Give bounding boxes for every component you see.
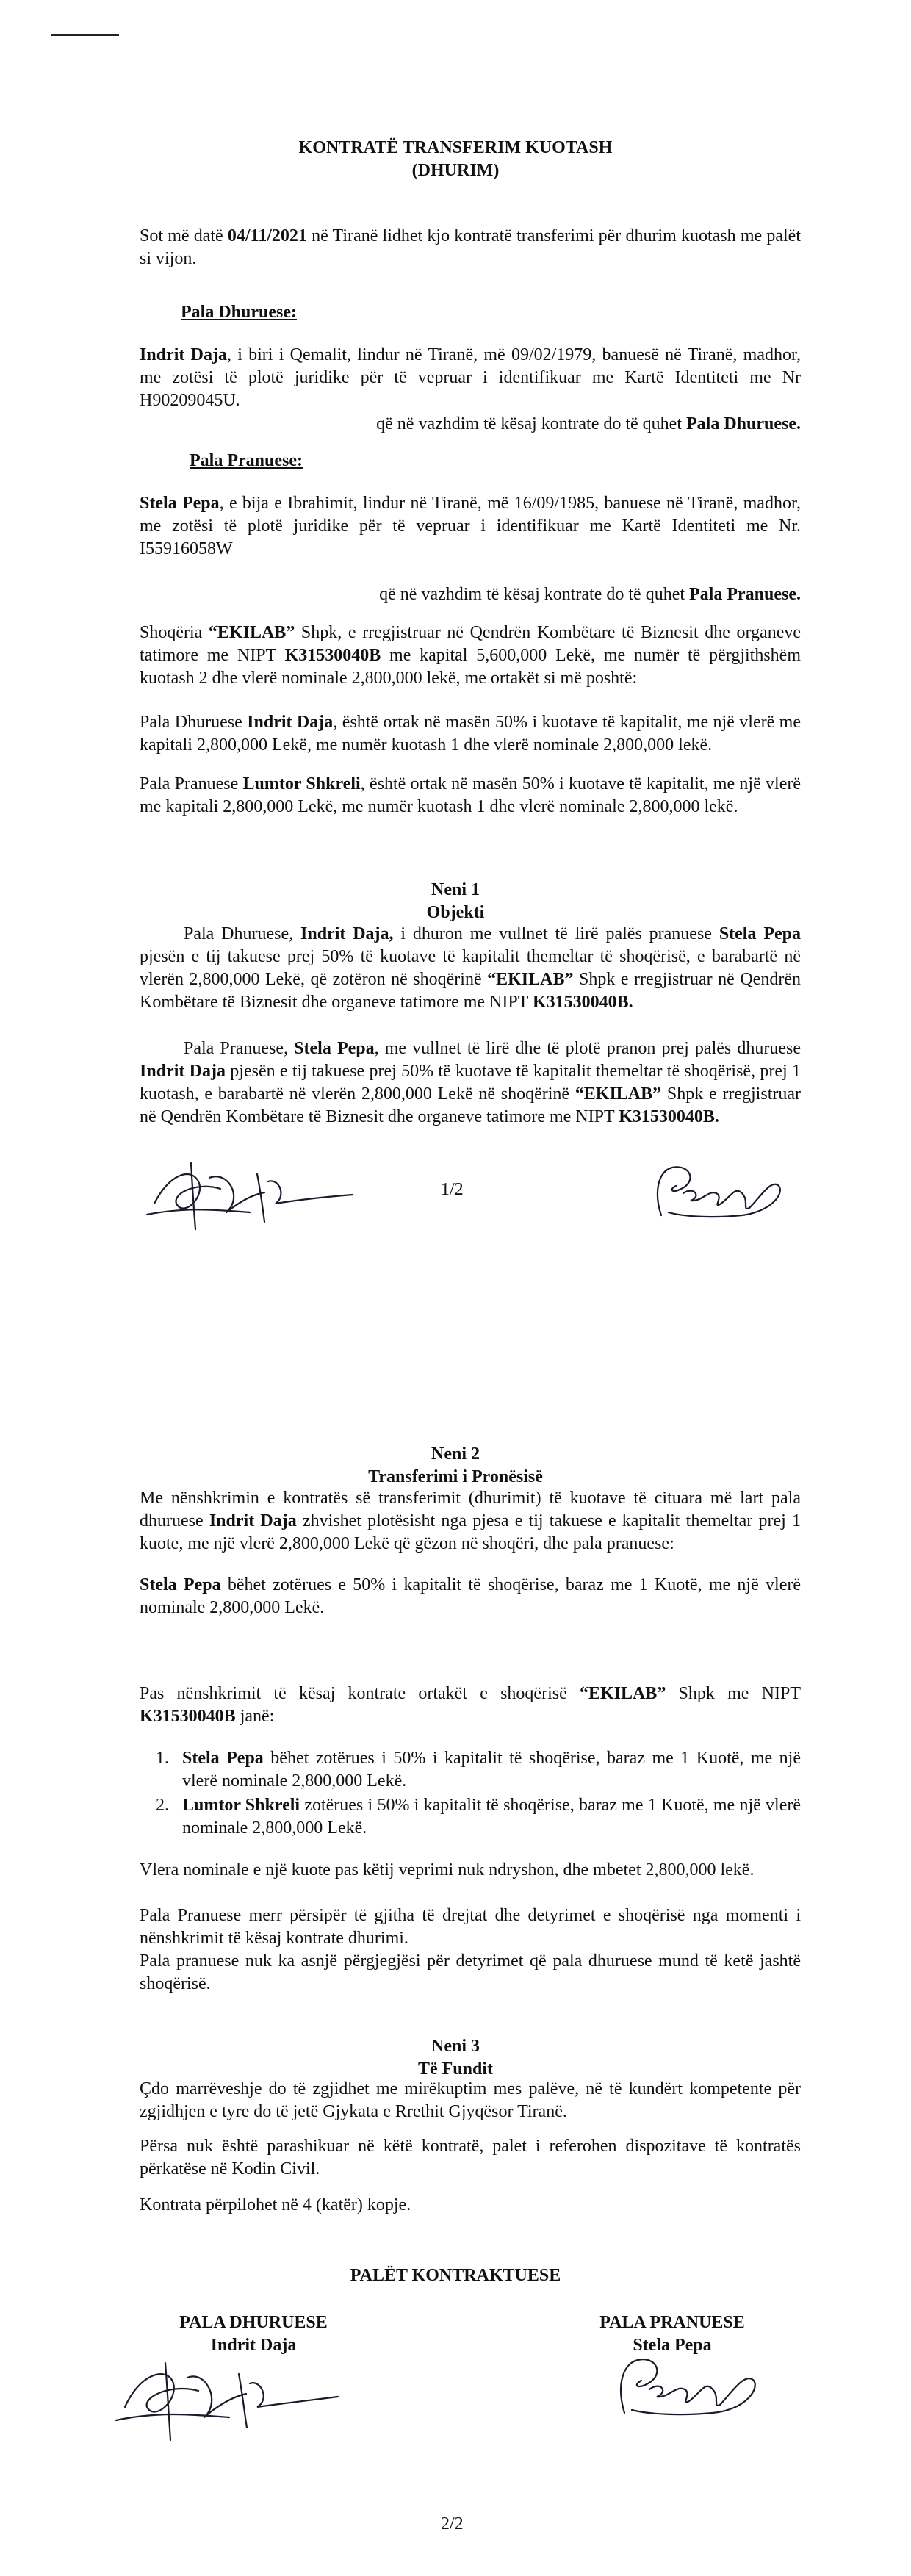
intro-paragraph: Sot më datë 04/11/2021 në Tiranë lidhet kjo kontratë transferimi për dhurim kuotash me palët si vijon. bbox=[140, 226, 802, 268]
title-line2: (DHURIM) bbox=[411, 161, 500, 180]
donor-reference: që në vazhdim të kësaj kontrate do të quhet Pala Dhuruese. bbox=[376, 414, 801, 433]
scan-mark bbox=[51, 34, 119, 36]
article2-paragraph5: Pala Pranuese merr përsipër të gjitha të drejtat dhe detyrimet e shoqërisë nga momenti i nënshkrimit të kësaj kontrate dhurimi. bbox=[140, 1906, 801, 1948]
article1-paragraph1: Pala Dhuruese, Indrit Daja, i dhuron me vullnet të lirë palës pranuese Stela Pepa pjesën e tij takuese prej 50% të kuotave të kapitalit themeltar të shoqërisë, e barabartë në vlerën 2,800,000 Lekë, që zotëron në shoqërinë “EKILAB” Shpk e rregjistruar në Qendrën Kombëtare të Biznesit dhe organeve tatimore me NIPT K31530040B. bbox=[140, 924, 801, 1012]
donor-name: Indrit Daja bbox=[140, 345, 227, 364]
article3-paragraph1: Çdo marrëveshje do të zgjidhet me mirëkuptim mes palëve, në të kundërt kompetente për zgjidhjen e tyre do të jetë Gjykata e Rrethit Gjyqësor Tiranë. bbox=[140, 2079, 801, 2121]
list-item: 1. Stela Pepa bëhet zotërues i 50% i kapitalit të shoqërise, baraz me 1 Kuotë, me një vlerë nominale 2,800,000 Lekë. bbox=[156, 1749, 801, 1791]
article1-heading: Neni 1 Objekti bbox=[426, 880, 485, 922]
article2-heading: Neni 2 Transferimi i Pronësisë bbox=[368, 1444, 543, 1486]
recipient-heading: Pala Pranuese: bbox=[190, 451, 303, 470]
page-number-1: 1/2 bbox=[441, 1180, 464, 1199]
list-number: 1. bbox=[156, 1749, 169, 1768]
recipient-name: Stela Pepa bbox=[140, 494, 220, 513]
recipient-reference: që në vazhdim të kësaj kontrate do të quhet Pala Pranuese. bbox=[379, 585, 801, 604]
donor-signatory-name: Indrit Daja bbox=[210, 2336, 297, 2355]
article2-paragraph4: Vlera nominale e një kuote pas këtij veprimi nuk ndryshon, dhe mbetet 2,800,000 lekë. bbox=[140, 1860, 755, 1879]
recipient-signature bbox=[602, 2348, 764, 2422]
shareholders-list bbox=[140, 1747, 801, 1840]
recipient-signature-page1 bbox=[639, 1156, 786, 1223]
page-title bbox=[0, 137, 911, 182]
donor-heading: Pala Dhuruese: bbox=[181, 303, 297, 322]
donor-signature bbox=[110, 2348, 345, 2444]
title-line1: KONTRATË TRANSFERIM KUOTASH bbox=[298, 138, 613, 157]
article3-heading: Neni 3 Të Fundit bbox=[417, 2037, 494, 2079]
recipient-label: PALA PRANUESE bbox=[599, 2313, 745, 2332]
shareholder1-paragraph: Pala Dhuruese Indrit Daja, është ortak në masën 50% i kuotave të kapitalit, me një vlerë me kapitali 2,800,000 Lekë, me numër kuotash 1 dhe vlerë nominale 2,800,000 lekë. bbox=[140, 713, 801, 755]
recipient-signatory-name: Stela Pepa bbox=[633, 2336, 712, 2355]
donor-label: PALA DHURUESE bbox=[179, 2313, 328, 2332]
recipient-details: Stela Pepa, e bija e Ibrahimit, lindur në Tiranë, më 16/09/1985, banuese në Tiranë, madhor, me zotësi të plotë juridike për të vepruar i identifikuar me Kartë Identiteti me Nr. I55916058W bbox=[140, 494, 801, 558]
article2-paragraph3: Pas nënshkrimit të kësaj kontrate ortakët e shoqërisë “EKILAB” Shpk me NIPT K31530040B janë: bbox=[140, 1684, 801, 1726]
article3-paragraph2: Përsa nuk është parashikuar në këtë kontratë, palet i referohen dispozitave të kontratës përkatëse në Kodin Civil. bbox=[140, 2137, 801, 2179]
article2-paragraph2: Stela Pepa bëhet zotërues e 50% i kapitalit të shoqërise, baraz me 1 Kuotë, me një vlerë nominale 2,800,000 Lekë. bbox=[140, 1575, 801, 1617]
article3-paragraph3: Kontrata përpilohet në 4 (katër) kopje. bbox=[140, 2195, 411, 2215]
signatures-heading: PALËT KONTRAKTUESE bbox=[350, 2266, 561, 2285]
article1-paragraph2: Pala Pranuese, Stela Pepa, me vullnet të lirë dhe të plotë pranon prej palës dhuruese Indrit Daja pjesën e tij takuese prej 50% të kuotave të kapitalit themeltar të shoqërisë, prej 1 kuotash, e barabartë në vlerën 2,800,000 Lekë në shoqërinë “EKILAB” Shpk e rregjistruar në Qendrën Kombëtare të Biznesit dhe organeve tatimore me NIPT K31530040B. bbox=[140, 1039, 801, 1126]
contract-date: 04/11/2021 bbox=[227, 226, 307, 245]
list-number: 2. bbox=[156, 1796, 169, 1815]
article2-paragraph6: Pala pranuese nuk ka asnjë përgjegjësi për detyrimet që pala dhuruese mund të ketë jashtë shoqërisë. bbox=[140, 1951, 801, 1993]
donor-signature-page1 bbox=[140, 1152, 360, 1233]
shareholder2-paragraph: Pala Pranuese Lumtor Shkreli, është ortak në masën 50% i kuotave të kapitalit, me një vlerë me kapitali 2,800,000 Lekë, me numër kuotash 1 dhe vlerë nominale 2,800,000 lekë. bbox=[140, 774, 801, 816]
company-paragraph: Shoqëria “EKILAB” Shpk, e rregjistruar në Qendrën Kombëtare të Biznesit dhe organeve tatimore me NIPT K31530040B me kapital 5,600,000 Lekë, me numër të përgjithshëm kuotash 2 dhe vlerë nominale 2,800,000 lekë, me ortakët si më poshtë: bbox=[140, 623, 802, 688]
page-number-2: 2/2 bbox=[441, 2514, 464, 2533]
donor-details: Indrit Daja, i biri i Qemalit, lindur në Tiranë, më 09/02/1979, banuesë në Tiranë, madhor, me zotësi të plotë juridike për të vepruar i identifikuar me Kartë Identiteti me Nr H90209045U. bbox=[140, 345, 801, 410]
article2-paragraph1: Me nënshkrimin e kontratës së transferimit (dhurimit) të kuotave të cituara më lart pala dhuruese Indrit Daja zhvishet plotësisht nga pjesa e tij takuese e kapitalit themeltar prej 1 kuote, me një vlerë 2,800,000 Lekë që gëzon në shoqëri, dhe pala pranuese: bbox=[140, 1489, 801, 1553]
list-item: 2. Lumtor Shkreli zotërues i 50% i kapitalit të shoqërise, baraz me 1 Kuotë, me një vlerë nominale 2,800,000 Lekë. bbox=[156, 1796, 801, 1838]
